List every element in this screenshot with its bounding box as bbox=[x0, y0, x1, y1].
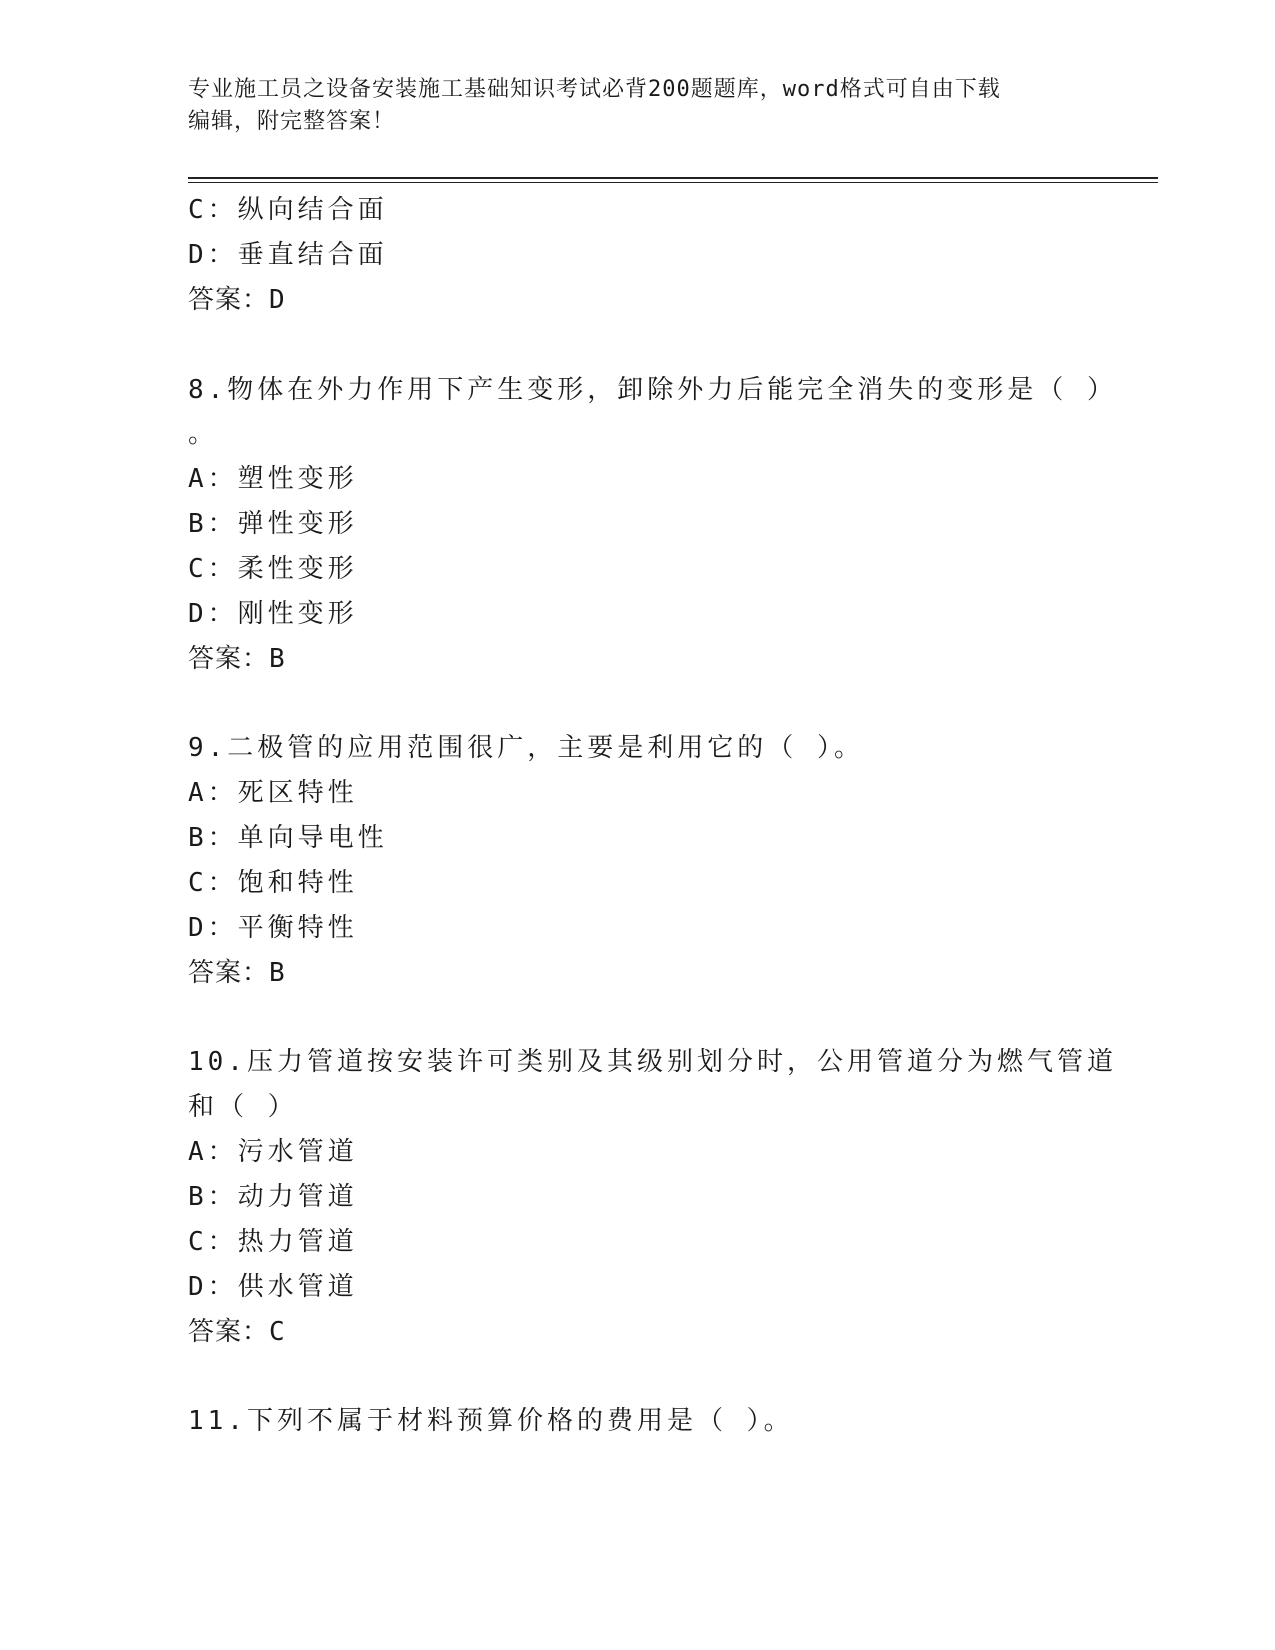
q9-option-c: C：饱和特性 bbox=[188, 868, 358, 898]
q10-stem-line-1: 10.压力管道按安装许可类别及其级别划分时，公用管道分为燃气管道 bbox=[188, 1047, 1117, 1077]
q9-stem: 9.二极管的应用范围很广，主要是利用它的（ ）。 bbox=[188, 733, 864, 763]
q10-option-b: B：动力管道 bbox=[188, 1182, 358, 1212]
q9-option-b: B：单向导电性 bbox=[188, 823, 388, 853]
q8-option-b: B：弹性变形 bbox=[188, 509, 358, 539]
q8-option-a: A：塑性变形 bbox=[188, 464, 358, 494]
q8-stem-line-1: 8.物体在外力作用下产生变形，卸除外力后能完全消失的变形是（ ） bbox=[188, 375, 1117, 405]
q10-option-d: D：供水管道 bbox=[188, 1272, 358, 1302]
prev-answer: 答案：D bbox=[188, 285, 286, 315]
prev-option-d: D：垂直结合面 bbox=[188, 240, 388, 270]
q9-option-d: D：平衡特性 bbox=[188, 913, 358, 943]
q11-stem: 11.下列不属于材料预算价格的费用是（ ）。 bbox=[188, 1406, 794, 1436]
prev-option-c: C：纵向结合面 bbox=[188, 195, 388, 225]
q9-option-a: A：死区特性 bbox=[188, 778, 358, 808]
document-header bbox=[188, 74, 1068, 138]
q8-option-d: D：刚性变形 bbox=[188, 599, 358, 629]
q10-option-c: C：热力管道 bbox=[188, 1227, 358, 1257]
header-divider-thin bbox=[188, 182, 1158, 183]
header-title-line-2: 编辑，附完整答案！ bbox=[188, 109, 396, 134]
header-title-line-1: 专业施工员之设备安装施工基础知识考试必背200题题库，word格式可自由下载 bbox=[188, 77, 1001, 102]
q10-option-a: A：污水管道 bbox=[188, 1137, 358, 1167]
header-divider bbox=[188, 177, 1158, 179]
q10-stem-line-2: 和（ ） bbox=[188, 1092, 298, 1122]
q10-answer: 答案：C bbox=[188, 1317, 286, 1347]
q8-answer: 答案：B bbox=[188, 644, 286, 674]
q9-answer: 答案：B bbox=[188, 958, 286, 988]
q8-stem-line-2: 。 bbox=[188, 419, 219, 449]
q8-option-c: C：柔性变形 bbox=[188, 554, 358, 584]
